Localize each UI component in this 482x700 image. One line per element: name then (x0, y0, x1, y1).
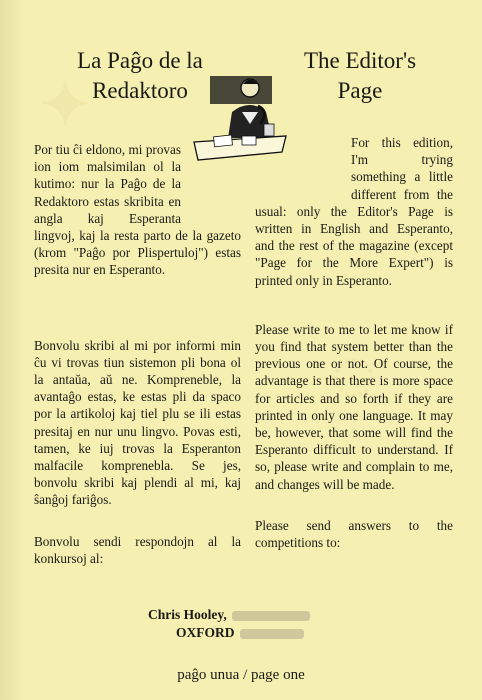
page-footer: paĝo unua / page one (177, 667, 305, 683)
esperanto-column (34, 141, 241, 567)
bleed-through-mark: ◌ (330, 331, 378, 419)
title-english: The Editor's Page (303, 48, 417, 103)
english-column (255, 134, 453, 551)
english-paragraph-3: Please send answers to the competitions to: (255, 517, 453, 551)
title-esperanto: La Paĝo de la Redaktoro (77, 48, 203, 103)
esperanto-paragraph-3: Bonvolu sendi respondojn al la konkursoj al: (34, 533, 241, 566)
address-city: OXFORD (176, 625, 235, 640)
english-paragraph-2: Please write to me to let me know if you find that system better than the previous one or not. Of course, the advantage is that there is more space for articles and so forth if they are printed in only one language. It may be, however, that some will find the Esperanto difficult to understand. If so, please write and complain to me, and changes will be made. (255, 321, 453, 492)
esperanto-paragraph-2: Bonvolu skribi al mi por informi min ĉu vi trovas tiun sistemon pli bona ol la antaŭa, aŭ ne. Kompreneble, la avantaĝo estas, ke estas pli da spaco por la artikoloj kaj tiel plu se ili estas presitaj en nur unu lingvo. Povas esti, tamen, ke iuj trovas la Esperanton malfacile komprenebla. Se jes, bonvolu skribi kaj plendi al mi, kaj ŝanĝoj fariĝos. (34, 337, 241, 508)
esperanto-paragraph-1: Por tiu ĉi eldono, mi provas ion iom malsimilan ol la kutimo: nur la Paĝo de la Redaktoro estas skribita en angla kaj Esperanta lingvoj, kaj la resta parto de la gazeto (krom "Paĝo por Plispertuloj") estas presita nur en Esperanto. (34, 142, 241, 278)
redacted-postcode (240, 629, 304, 639)
binding-shadow (0, 0, 26, 700)
bleed-through-mark: ✦ (40, 72, 91, 138)
address-name: Chris Hooley, (148, 607, 227, 622)
english-paragraph-1: For this edition, I'm trying something a little different from the usual: only the Editor's Page is written in English and Esperanto, and the rest of the magazine (except "Page for the More Expert") is printed only in Esperanto. (255, 135, 453, 288)
redacted-college (232, 611, 310, 621)
